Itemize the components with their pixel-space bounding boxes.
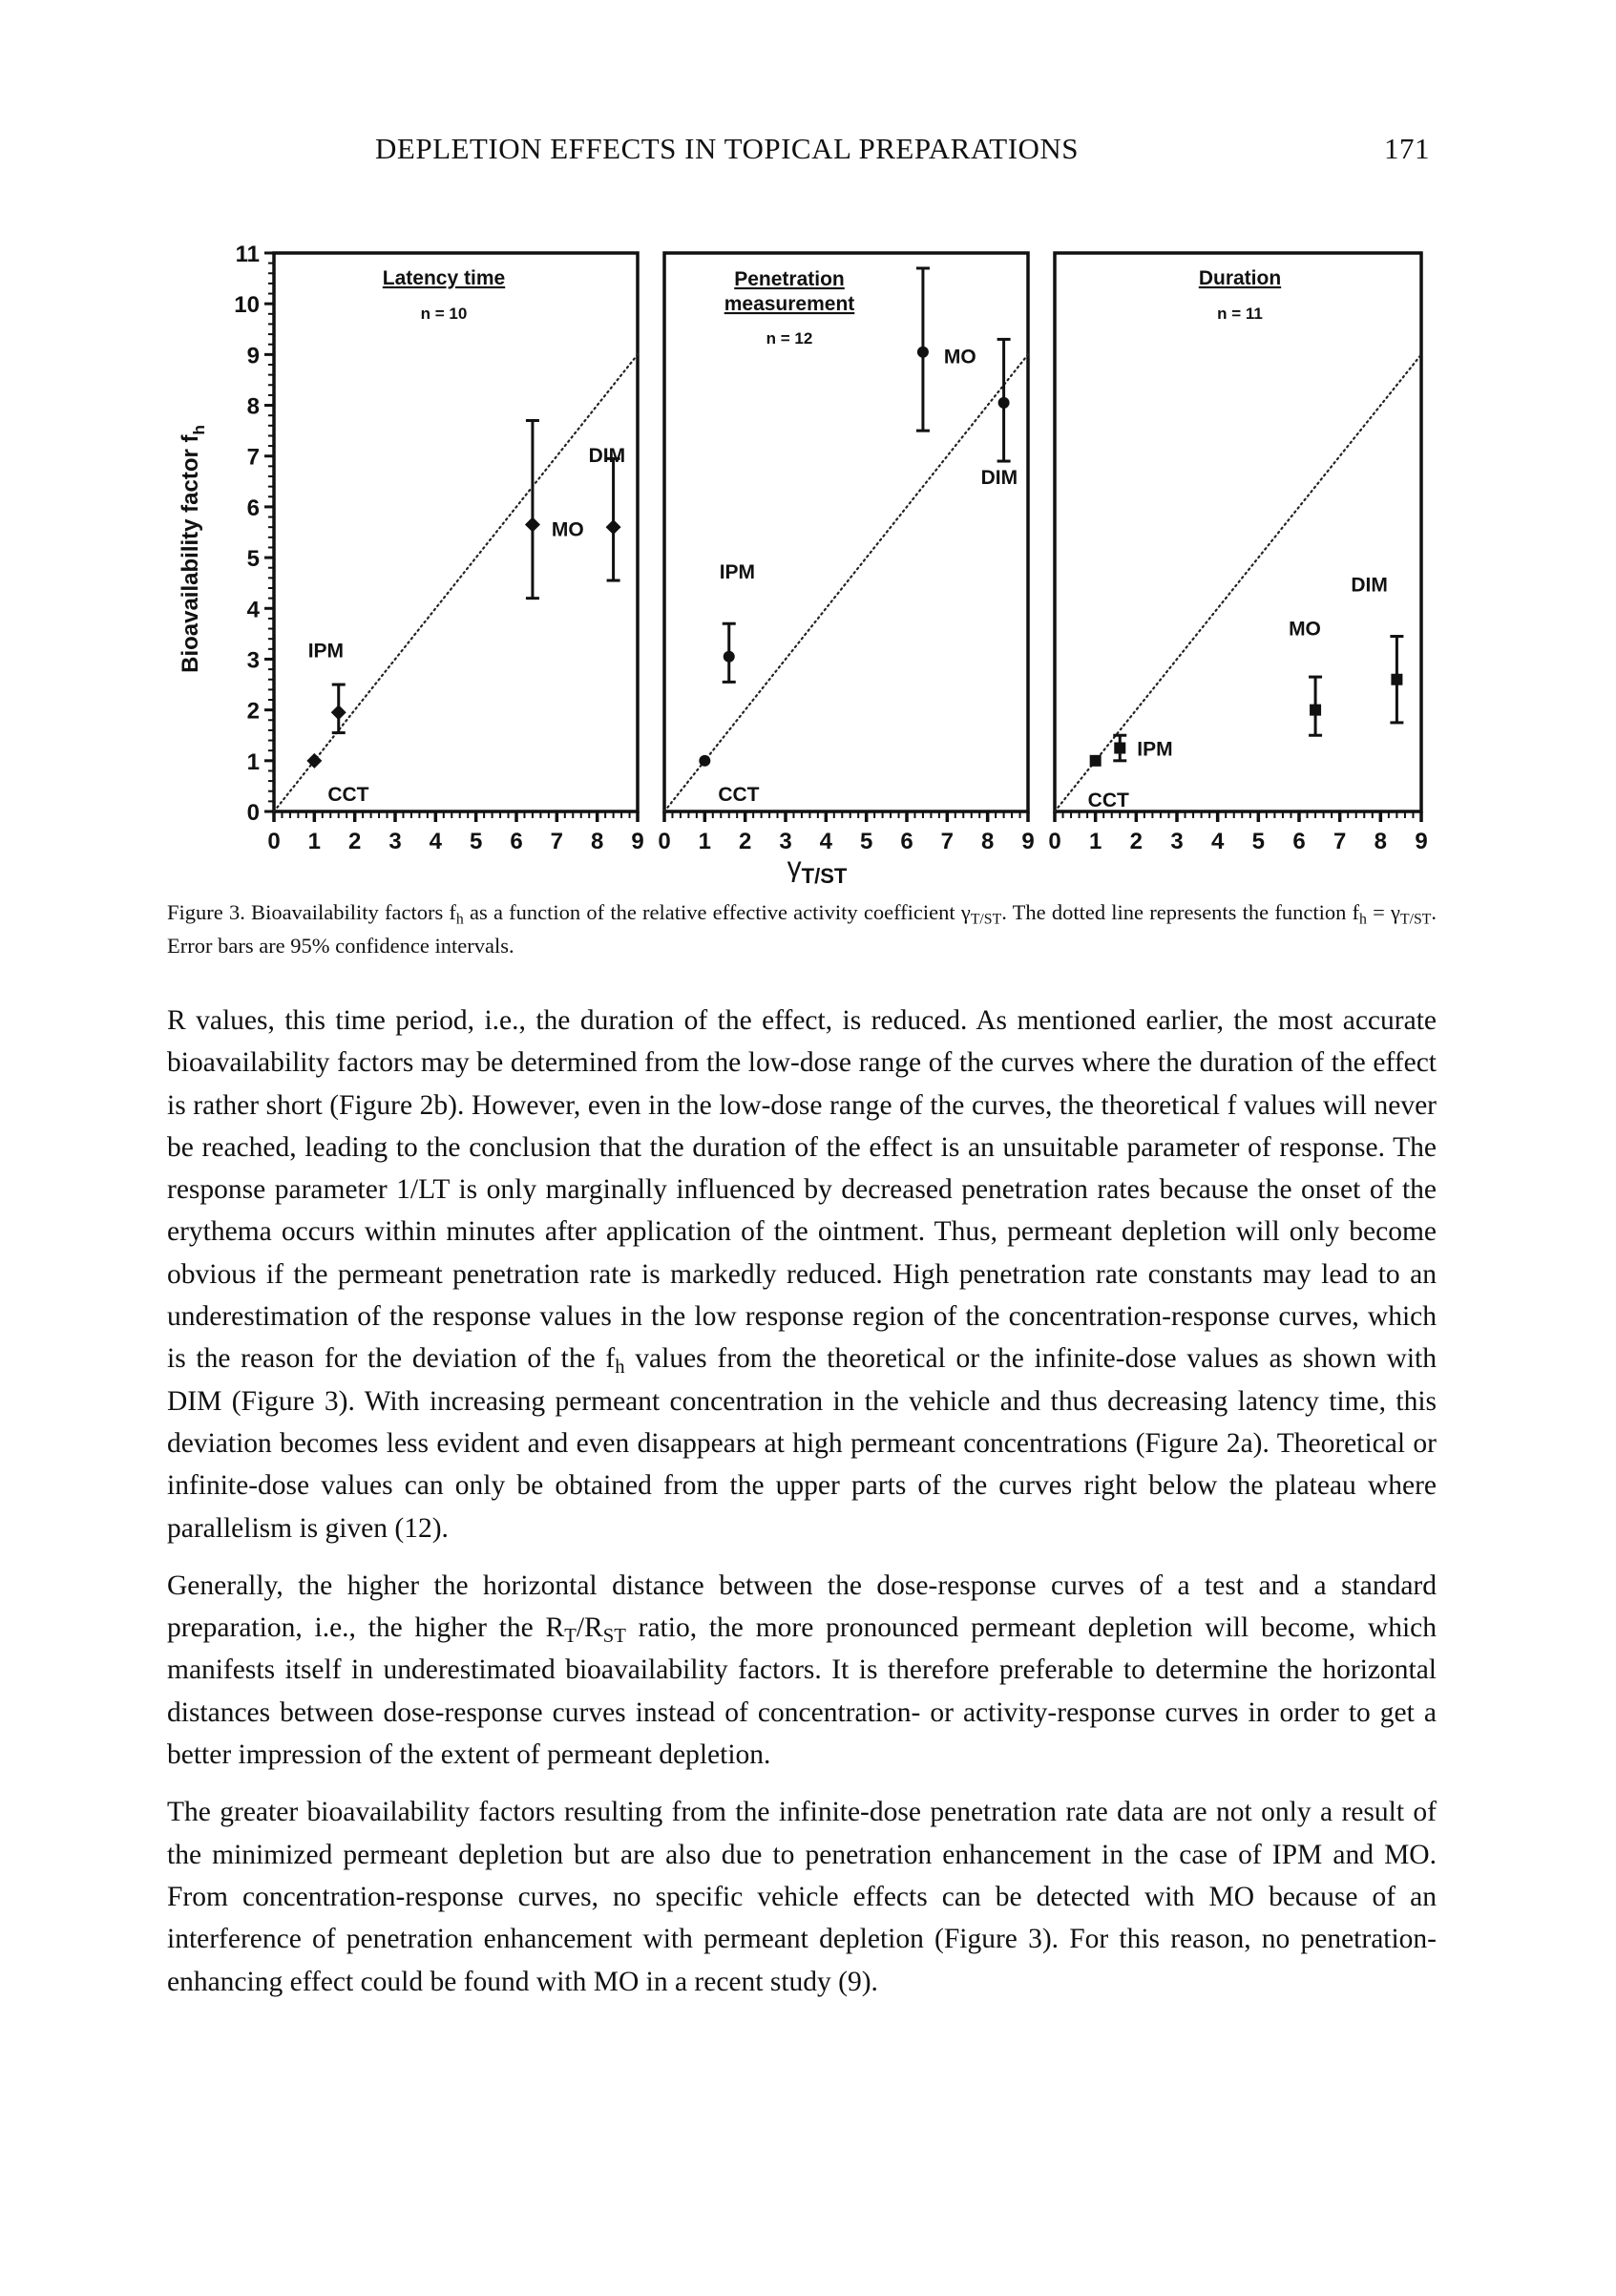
point-label-cct: CCT (718, 783, 760, 806)
point-label-cct: CCT (1087, 789, 1129, 811)
x-tick-label: 3 (388, 829, 402, 854)
y-tick-label: 7 (246, 444, 260, 471)
panel-title-penetration-2: measurement (724, 293, 855, 315)
panel-title-penetration-1: Penetration (734, 268, 845, 290)
point-label-ipm: IPM (719, 560, 756, 583)
figure-caption: Figure 3. Bioavailability factors $f_h$ as a function of the relative effective activity coefficient $\gamma_{T/ST}$. The dotted line represents the function $f_h = \gamma_{T/ST}$. Error bars are 95% confidence intervals. (167, 900, 1437, 958)
square-marker (1310, 705, 1321, 716)
y-tick-label: 0 (246, 800, 260, 826)
body-text (167, 1000, 1437, 2018)
point-label-mo: MO (551, 518, 584, 541)
x-tick-label: 5 (469, 829, 483, 854)
page-number: 171 (1384, 132, 1430, 165)
y-axis (234, 242, 274, 826)
x-tick-label: 5 (859, 829, 873, 854)
diamond-marker (331, 705, 346, 720)
x-tick-label: 4 (429, 829, 443, 854)
x-tick-label: 9 (631, 829, 644, 854)
x-tick-label: 9 (1021, 829, 1035, 854)
x-tick-label: 6 (900, 829, 913, 854)
point-label-mo: MO (1289, 618, 1321, 641)
identity-reference-line (274, 354, 638, 811)
figure-3-chart (0, 0, 1616, 888)
x-tick-label: 2 (347, 829, 362, 854)
x-tick-label: 0 (267, 829, 281, 854)
paragraph-3: The greater bioavailability factors resulting from the infinite-dose penetration rate data are not only a result of the minimized permeant depletion but are also due to penetration enhancement in the case of IPM and MO. From concentration-response curves, no specific vehicle effects can be detected with MO because of an interference of penetration enhancement with permeant depletion (Figure 3). For this reason, no penetration-enhancing effect could be found with MO in a recent study (9). (167, 1797, 1437, 1997)
plot-frame (664, 253, 1028, 811)
x-tick-label: 0 (1048, 829, 1061, 854)
x-tick-label: 7 (940, 829, 955, 854)
x-tick-label: 0 (658, 829, 671, 854)
x-tick-label: 8 (980, 829, 995, 854)
plot-frame (1055, 253, 1421, 811)
y-tick-label: 8 (246, 393, 260, 420)
x-tick-label: 6 (1292, 829, 1306, 854)
y-tick-label: 11 (235, 242, 260, 267)
point-label-dim: DIM (588, 445, 626, 468)
point-label-dim: DIM (1351, 574, 1388, 597)
paragraph-2: Generally, the higher the horizontal distance between the dose-response curves of a test and a standard preparation, i.e., the higher the $R_T/R_{ST}$ ratio, the more pronounced permeant depletion will become, which manifests itself in underestimated bioavailability factors. It is therefore preferable to determine the horizontal distances between dose-response curves instead of concentration- or activity-response curves in order to get a better impression of the extent of permeant depletion. (167, 1569, 1437, 1771)
x-axis-title: $\gamma_{T/ST}$ (787, 852, 848, 888)
y-tick-label: 4 (246, 597, 260, 623)
panel-latency-time (267, 253, 643, 854)
square-marker (1391, 674, 1402, 685)
x-tick-label: 4 (1210, 829, 1225, 854)
paragraph-1: R values, this time period, i.e., the duration of the effect, is reduced. As mentioned earlier, the most accurate bioavailability factors may be determined from the low-dose range of the curves where the duration of the effect is rather short (Figure 2b). However, even in the low-dose range of the curves, the theoretical f values will never be reached, leading to the conclusion that the duration of the effect is an unsuitable parameter of response. The response parameter 1/LT is only marginally influenced by decreased penetration rates because the onset of the erythema occurs within minutes after application of the ointment. Thus, permeant depletion will only become obvious if the permeant penetration rate is markedly reduced. High penetration rate constants may lead to an underestimation of the response values in the low response region of the concentration-response curves, which is the reason for the deviation of the $f_h$ values from the theoretical or the infinite-dose values as shown with DIM (Figure 3). With increasing permeant concentration in the vehicle and thus decreasing latency time, this deviation becomes less evident and even disappears at high permeant concentrations (Figure 2a). Theoretical or infinite-dose values can only be obtained from the upper parts of the curves right below the plateau where parallelism is given (12). (167, 1005, 1437, 1544)
y-tick-label: 2 (246, 698, 260, 725)
point-label-cct: CCT (327, 783, 369, 806)
figure-label: Figure 3. (167, 900, 245, 924)
y-tick-label: 1 (246, 748, 260, 775)
point-label-mo: MO (943, 346, 976, 369)
y-tick-label: 10 (234, 292, 260, 319)
panel-n-duration: n = 11 (1217, 305, 1263, 323)
panel-title-latency: Latency time (382, 267, 506, 289)
square-marker (1114, 743, 1125, 754)
panel-title-duration: Duration (1198, 267, 1282, 289)
x-tick-label: 7 (1333, 829, 1347, 854)
y-tick-label: 5 (246, 546, 260, 573)
x-tick-label: 5 (1251, 829, 1266, 854)
y-axis-title: Bioavailability factor $f_h$ (178, 425, 208, 673)
x-tick-label: 7 (550, 829, 564, 854)
x-tick-label: 3 (779, 829, 792, 854)
x-tick-label: 1 (307, 829, 322, 854)
panel-n-penetration: n = 12 (766, 329, 813, 348)
x-tick-label: 8 (590, 829, 604, 854)
circle-marker (699, 755, 710, 767)
x-tick-label: 2 (738, 829, 752, 854)
x-tick-label: 1 (1088, 829, 1102, 854)
x-tick-label: 4 (819, 829, 833, 854)
x-tick-label: 9 (1415, 829, 1428, 854)
square-marker (1090, 755, 1102, 767)
y-tick-label: 9 (246, 343, 260, 369)
point-label-ipm: IPM (1137, 738, 1173, 761)
x-tick-label: 8 (1374, 829, 1388, 854)
panel-duration (1048, 253, 1427, 854)
panel-n-latency: n = 10 (420, 305, 468, 323)
running-title: DEPLETION EFFECTS IN TOPICAL PREPARATIONS (375, 132, 1080, 165)
circle-marker (917, 347, 929, 358)
panel-penetration-measurement (658, 253, 1034, 854)
point-label-dim: DIM (980, 466, 1018, 489)
y-tick-label: 6 (246, 495, 260, 521)
circle-marker (724, 651, 735, 663)
x-tick-label: 2 (1129, 829, 1144, 854)
x-tick-label: 6 (510, 829, 523, 854)
y-tick-label: 3 (246, 647, 260, 674)
diamond-marker (525, 517, 540, 533)
x-tick-label: 3 (1170, 829, 1184, 854)
x-tick-label: 1 (698, 829, 712, 854)
point-label-ipm: IPM (307, 640, 345, 663)
diamond-marker (606, 519, 621, 535)
circle-marker (998, 397, 1010, 409)
